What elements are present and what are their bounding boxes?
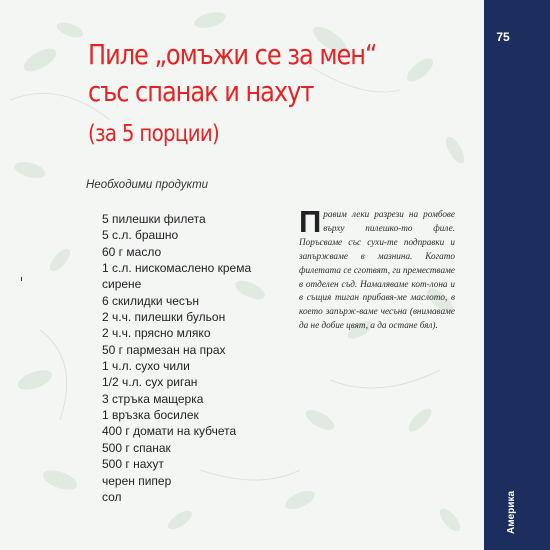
margin-mark bbox=[21, 277, 22, 281]
ingredient-item: 3 стръка мащерка bbox=[102, 391, 204, 406]
title-line-2: със спанак и нахут bbox=[88, 75, 314, 108]
ingredient-item: 60 г масло bbox=[102, 244, 162, 259]
ingredient-item: 5 с.л. брашно bbox=[102, 228, 179, 243]
ingredient-item: 1 връзка босилек bbox=[102, 408, 199, 423]
page-number: 75 bbox=[496, 30, 510, 44]
ingredient-item: черен пипер bbox=[102, 473, 172, 488]
ingredient-item: сол bbox=[102, 489, 122, 504]
instructions-paragraph bbox=[299, 204, 455, 333]
ingredient-item: 2 ч.ч. пилешки бульон bbox=[102, 310, 226, 325]
chapter-sidebar bbox=[484, 0, 550, 550]
ingredient-item: 500 г спанак bbox=[102, 440, 171, 455]
ingredient-item: 5 пилешки филета bbox=[102, 212, 206, 226]
servings-subtitle: (за 5 порции) bbox=[88, 121, 220, 147]
title-line-1: Пиле „омъжи се за мен“ bbox=[88, 38, 377, 71]
ingredient-item: 6 скилидки чесън bbox=[102, 293, 200, 308]
ingredient-item: 2 ч.ч. прясно мляко bbox=[102, 326, 211, 341]
ingredients-heading: Необходими продукти bbox=[86, 179, 209, 191]
recipe-title bbox=[88, 36, 376, 110]
section-label-text: Америка bbox=[506, 490, 517, 534]
ingredient-item: 1/2 ч.л. сух риган bbox=[102, 375, 198, 390]
section-label bbox=[488, 470, 548, 540]
ingredient-item: 1 ч.л. сухо чили bbox=[102, 359, 190, 374]
ingredient-item: сирене bbox=[102, 277, 142, 292]
ingredient-item: 400 г домати на кубчета bbox=[102, 424, 237, 439]
ingredient-item: 1 с.л. нискомаслено крема bbox=[102, 261, 252, 276]
instructions-text: равим леки разрези на ромбове върху пилешко-то филе. Поръсваме със сухи-те подправки и запържваме в мазнина. Когато филетата се сготвят, ги преместваме в отделен съд. Намаляваме кот-лона и в същия тиган прибавя-ме маслото, в което запърж-ваме чесъна (внимаваме да не добие цвят, а да остане бял). bbox=[299, 209, 455, 331]
drop-cap: П bbox=[299, 204, 322, 239]
ingredients-list bbox=[102, 211, 251, 505]
ingredient-item: 500 г нахут bbox=[102, 457, 164, 472]
ingredient-item: 50 г пармезан на прах bbox=[102, 342, 226, 357]
